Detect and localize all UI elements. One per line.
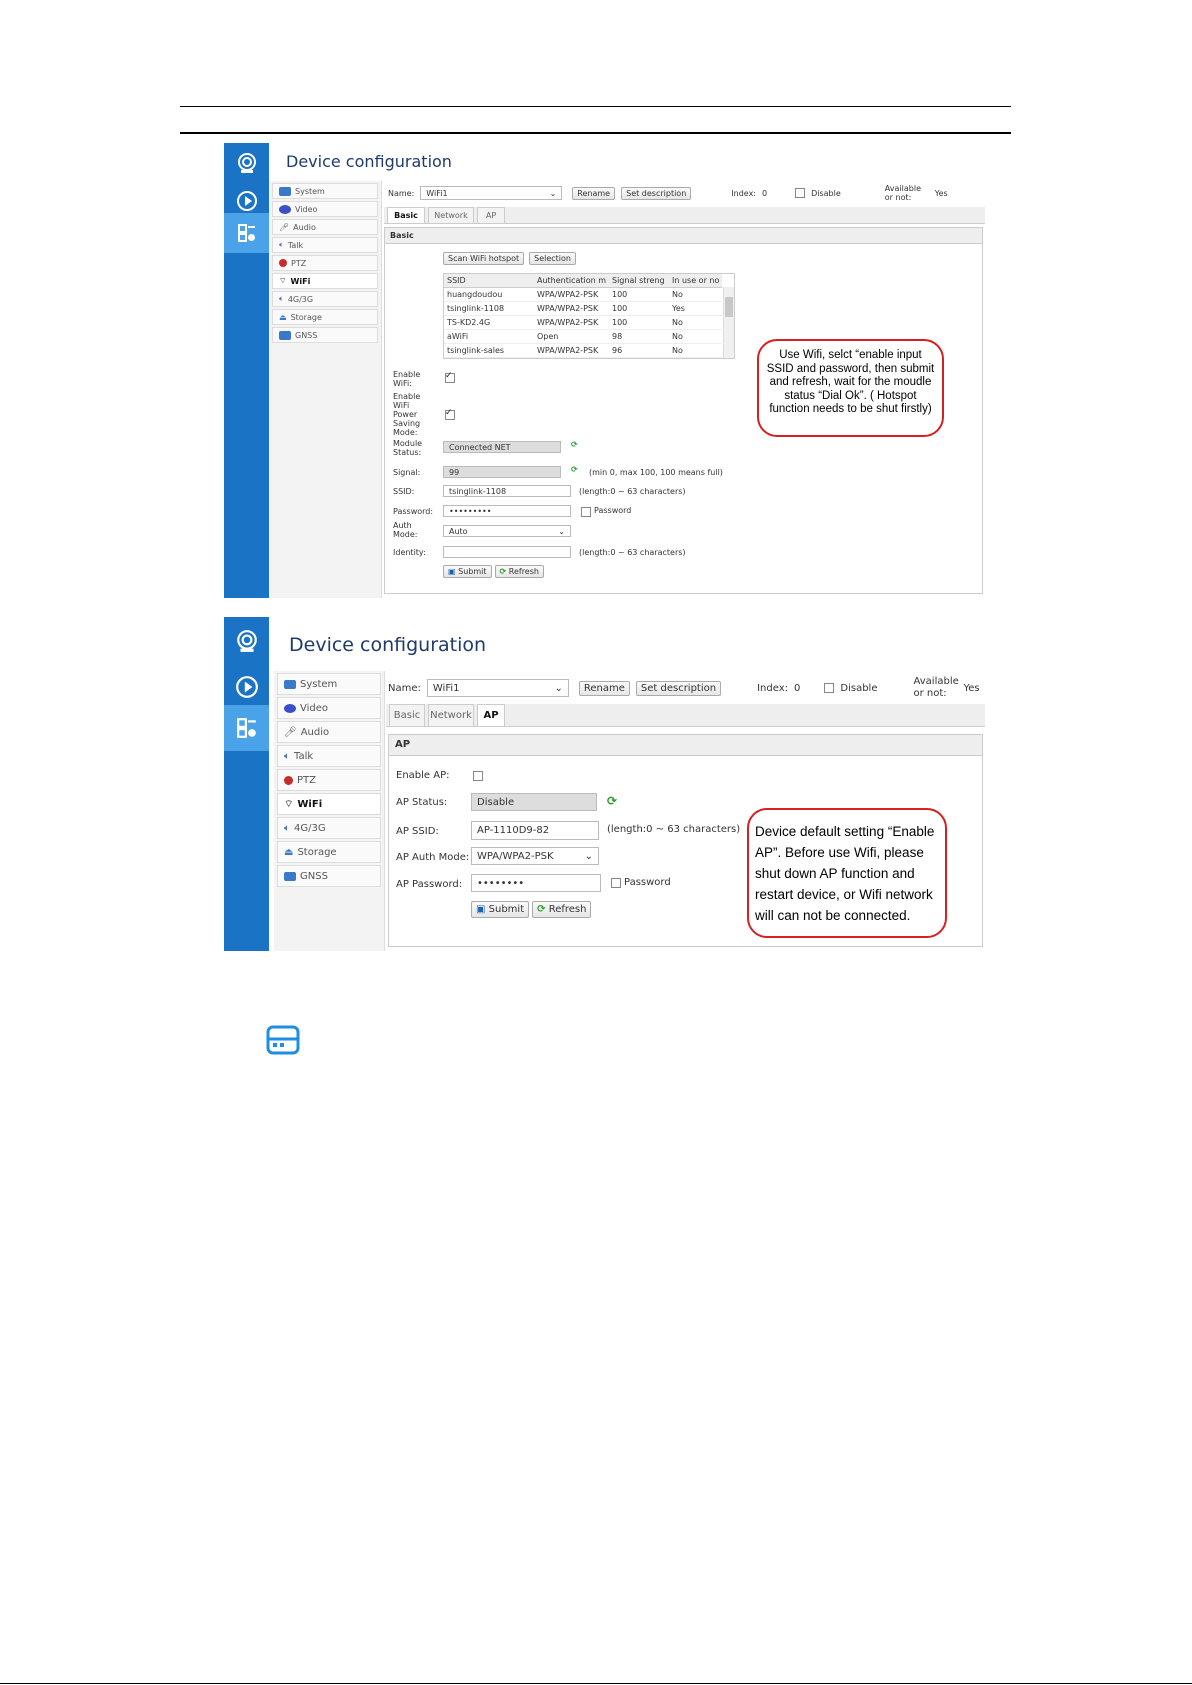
selection-button[interactable]: Selection [529,252,576,265]
ap-show-password-label: Password [624,877,671,888]
footer-rule [0,1683,1192,1684]
power-saving-label: Enable WiFi Power Saving Mode: [393,392,421,437]
system-icon [284,680,296,689]
app-rail [224,143,269,598]
rail-playback-button[interactable] [224,665,269,709]
disable-checkbox[interactable] [824,683,834,693]
tab-bar [386,704,985,727]
refresh-button[interactable] [495,565,544,578]
panel-title: Basic [385,228,982,244]
table-cell: aWiFi [444,329,534,343]
available-label: Available or not: [913,676,959,699]
ap-auth-mode-select[interactable] [471,847,599,865]
device-toolbar [388,676,980,700]
sidebar-item-4g3g[interactable] [277,817,381,839]
table-cell: WPA/WPA2-PSK [534,301,609,315]
sidebar-item-system[interactable] [272,183,378,199]
index-label: Index: [757,682,788,694]
ap-auth-mode-value: WPA/WPA2-PSK [477,850,554,862]
ssid-input[interactable]: tsinglink-1108 [443,485,571,497]
name-select-value: WiFi1 [432,682,460,694]
identity-input[interactable] [443,546,571,558]
table-cell: 100 [609,315,669,329]
ap-auth-mode-label: AP Auth Mode: [396,852,470,863]
scrollbar-thumb[interactable] [725,297,733,317]
refresh-label: Refresh [548,904,587,915]
column-header[interactable]: In use or no [669,274,722,287]
signal-refresh-icon[interactable]: ⟳ [571,465,578,474]
module-status-refresh-icon[interactable]: ⟳ [571,440,578,449]
power-saving-checkbox[interactable] [445,410,455,420]
module-status-label: Module Status: [393,439,423,457]
tab-basic[interactable]: Basic [389,704,425,726]
table-cell: tsinglink-1108 [444,301,534,315]
submit-label: Submit [458,567,487,576]
chevron-down-icon: ⌄ [554,682,563,694]
table-scrollbar[interactable] [723,287,734,358]
auth-mode-label: Auth Mode: [393,521,418,539]
app-rail [224,617,269,951]
sidebar-item-label: Video [295,204,318,214]
page-title: Device configuration [289,634,487,656]
disable-label: Disable [840,682,878,694]
sidebar-item-gnss[interactable] [272,327,378,343]
sidebar-item-label: Audio [300,726,330,738]
name-select[interactable] [420,186,562,200]
column-header[interactable]: Authentication m [534,274,609,287]
table-cell: tsinglink-sales [444,343,534,357]
index-value: 0 [794,682,801,694]
save-icon: ▣ [476,904,486,915]
screenshot-wifi-ap [224,617,985,951]
ap-status-refresh-icon[interactable]: ⟳ [607,794,618,808]
identity-label: Identity: [393,548,426,557]
sidebar-item-label: 4G/3G [287,294,314,304]
sidebar-item-storage[interactable] [272,309,378,325]
sidebar-item-video[interactable] [272,201,378,217]
signal-icon: 🔈︎ [284,822,290,834]
table-cell: huangdoudou [444,287,534,301]
sidebar-item-audio[interactable] [277,721,381,743]
ap-status-field: Disable [471,793,597,811]
table-cell: Open [534,329,609,343]
chevron-down-icon: ⌄ [549,188,557,198]
sidebar-item-label: GNSS [300,870,328,882]
signal-hint: (min 0, max 100, 100 means full) [589,468,723,477]
submit-button[interactable] [443,565,492,578]
page-title: Device configuration [286,152,452,171]
sidebar-item-wifi[interactable] [277,793,381,815]
available-value: Yes [963,682,980,694]
signal-label: Signal: [393,468,421,477]
auth-mode-value: Auto [449,526,468,536]
enable-ap-checkbox[interactable] [473,771,483,781]
table-row[interactable] [444,301,722,315]
microphone-icon: 🎤︎ [284,726,297,738]
sidebar-item-label: System [300,678,338,690]
screenshot-wifi-basic [224,143,985,598]
ap-password-input[interactable]: •••••••• [471,874,601,892]
camera-icon [236,152,258,174]
header-rule-bottom [180,132,1011,134]
password-label: Password: [393,507,434,516]
ap-ssid-hint: (length:0 ~ 63 characters) [607,824,741,835]
enable-wifi-label: Enable WiFi: [393,370,421,388]
sidebar-item-wifi[interactable] [272,273,378,289]
refresh-icon: ⟳ [499,567,507,576]
hotspot-table-grid [444,274,722,358]
system-icon [279,187,291,196]
basic-actions [443,565,544,578]
table-row[interactable] [444,315,722,329]
config-sidebar [269,181,382,598]
table-cell: No [669,287,722,301]
table-row[interactable] [444,287,722,301]
sidebar-item-video[interactable] [277,697,381,719]
gnss-icon [284,872,296,881]
submit-button[interactable] [471,901,529,918]
config-sidebar [274,671,385,951]
name-select[interactable] [427,679,569,697]
ssid-hint: (length:0 ~ 63 characters) [579,487,686,496]
sidebar-item-label: 4G/3G [294,822,326,834]
tab-ap[interactable]: AP [477,704,505,726]
scan-row [443,252,576,265]
sidebar-item-label: Storage [290,312,322,322]
storage-icon: ⏏ [284,846,294,858]
refresh-button[interactable] [532,901,591,918]
identity-hint: (length:0 ~ 63 characters) [579,548,686,557]
rail-config-button[interactable] [224,705,269,751]
show-password-label: Password [594,506,632,515]
ap-password-label: AP Password: [396,879,463,890]
sidebar-item-audio[interactable] [272,219,378,235]
submit-label: Submit [488,904,525,915]
speaker-icon: 🔈︎ [284,750,290,762]
sidebar-item-label: Audio [293,222,316,232]
ptz-icon [279,259,287,267]
rename-button[interactable]: Rename [579,681,630,696]
table-cell: 96 [609,343,669,357]
disable-label: Disable [811,188,841,198]
available-value: Yes [934,188,948,198]
ssid-label: SSID: [393,487,415,496]
config-icon [236,717,258,739]
sidebar-item-label: Talk [287,240,304,250]
table-cell: TS-KD2.4G [444,315,534,329]
chevron-down-icon: ⌄ [584,850,593,862]
sidebar-item-label: PTZ [297,774,316,786]
sidebar-item-talk[interactable] [277,745,381,767]
sidebar-item-label: Talk [294,750,314,762]
camera-icon [235,629,259,653]
table-cell: WPA/WPA2-PSK [534,287,609,301]
auth-mode-select[interactable] [443,525,571,537]
set-description-button[interactable]: Set description [621,187,691,200]
config-icon [237,223,257,243]
ap-ssid-input[interactable]: AP-1110D9-82 [471,821,599,840]
ap-status-label: AP Status: [396,797,448,808]
video-icon [279,205,291,214]
sidebar-item-label: Storage [297,846,337,858]
sidebar-item-storage[interactable] [277,841,381,863]
table-row[interactable] [444,343,722,357]
sidebar-item-label: System [295,186,325,196]
name-label: Name: [388,188,415,198]
name-label: Name: [388,682,421,694]
ap-actions [471,901,591,918]
rail-camera-button[interactable] [224,619,269,663]
storage-section-icon [266,1024,300,1056]
tab-basic[interactable]: Basic [387,207,425,223]
sidebar-item-ptz[interactable] [272,255,378,271]
scan-wifi-hotspot-button[interactable]: Scan WiFi hotspot [443,252,524,265]
wifi-icon: ⌔ [279,276,287,285]
sidebar-item-gnss[interactable] [277,865,381,887]
enable-ap-label: Enable AP: [396,770,450,781]
table-cell: WPA/WPA2-PSK [534,315,609,329]
table-cell: Yes [669,301,722,315]
wifi-icon: ⌔ [284,798,294,810]
sidebar-item-system[interactable] [277,673,381,695]
rail-camera-button[interactable] [224,143,269,183]
sidebar-item-label: PTZ [291,258,307,268]
ap-instruction-callout: Device default setting “Enable AP”. Before use Wifi, please shut down AP function and restart device, or Wifi network will can not be connected. [747,808,947,938]
set-description-button[interactable]: Set description [636,681,721,696]
rail-config-button[interactable] [224,213,269,253]
signal-field: 99 [443,466,561,478]
show-password-checkbox[interactable] [581,507,591,517]
index-value: 0 [762,188,768,198]
tab-network[interactable]: Network [428,207,474,223]
hotspot-table [443,273,735,359]
gnss-icon [279,331,291,340]
storage-icon: ⏏ [279,312,287,322]
ap-show-password-checkbox[interactable] [611,878,621,888]
refresh-label: Refresh [508,567,539,576]
table-cell: No [669,315,722,329]
save-icon: ▣ [448,567,456,576]
header-rule-top [180,106,1011,107]
table-row[interactable] [444,329,722,343]
table-cell: No [669,329,722,343]
table-cell: 100 [609,287,669,301]
sidebar-item-ptz[interactable] [277,769,381,791]
tab-bar [384,207,985,224]
ap-ssid-label: AP SSID: [396,826,439,837]
sidebar-item-label: WiFi [297,798,323,810]
sidebar-item-talk[interactable] [272,237,378,253]
wifi-instruction-callout: Use Wifi, selct “enable input SSID and password, then submit and refresh, wait for the moudle status “Dial Ok”. ( Hotspot function needs to be shut firstly) [757,339,944,437]
sidebar-item-label: WiFi [290,276,311,286]
sidebar-item-label: Video [300,702,329,714]
password-input[interactable]: ••••••••• [443,505,571,517]
signal-icon: 🔈︎ [279,294,284,303]
refresh-icon: ⟳ [537,904,546,915]
rename-button[interactable]: Rename [572,187,615,200]
video-icon [284,704,296,713]
table-cell: 100 [609,301,669,315]
ptz-icon [284,776,293,785]
play-icon [236,190,258,212]
name-select-value: WiFi1 [426,188,448,198]
module-status-field: Connected NET [443,441,561,453]
column-header[interactable]: SSID [444,274,534,287]
table-cell: No [669,343,722,357]
index-label: Index: [731,188,756,198]
sidebar-item-label: GNSS [295,330,318,340]
server-icon [266,1024,300,1056]
table-header-row [444,274,722,287]
available-label: Available or not: [884,184,921,202]
play-icon [235,675,259,699]
tab-ap[interactable]: AP [477,207,505,223]
panel-title: AP [389,735,982,756]
enable-wifi-checkbox[interactable] [445,373,455,383]
disable-checkbox[interactable] [795,188,805,198]
column-header[interactable]: Signal streng [609,274,669,287]
sidebar-item-4g3g[interactable] [272,291,378,307]
tab-network[interactable]: Network [428,704,474,726]
speaker-icon: 🔈︎ [279,240,284,249]
microphone-icon: 🎤︎ [279,222,290,232]
table-cell: 98 [609,329,669,343]
table-cell: WPA/WPA2-PSK [534,343,609,357]
device-toolbar [388,184,948,202]
chevron-down-icon: ⌄ [558,526,565,536]
